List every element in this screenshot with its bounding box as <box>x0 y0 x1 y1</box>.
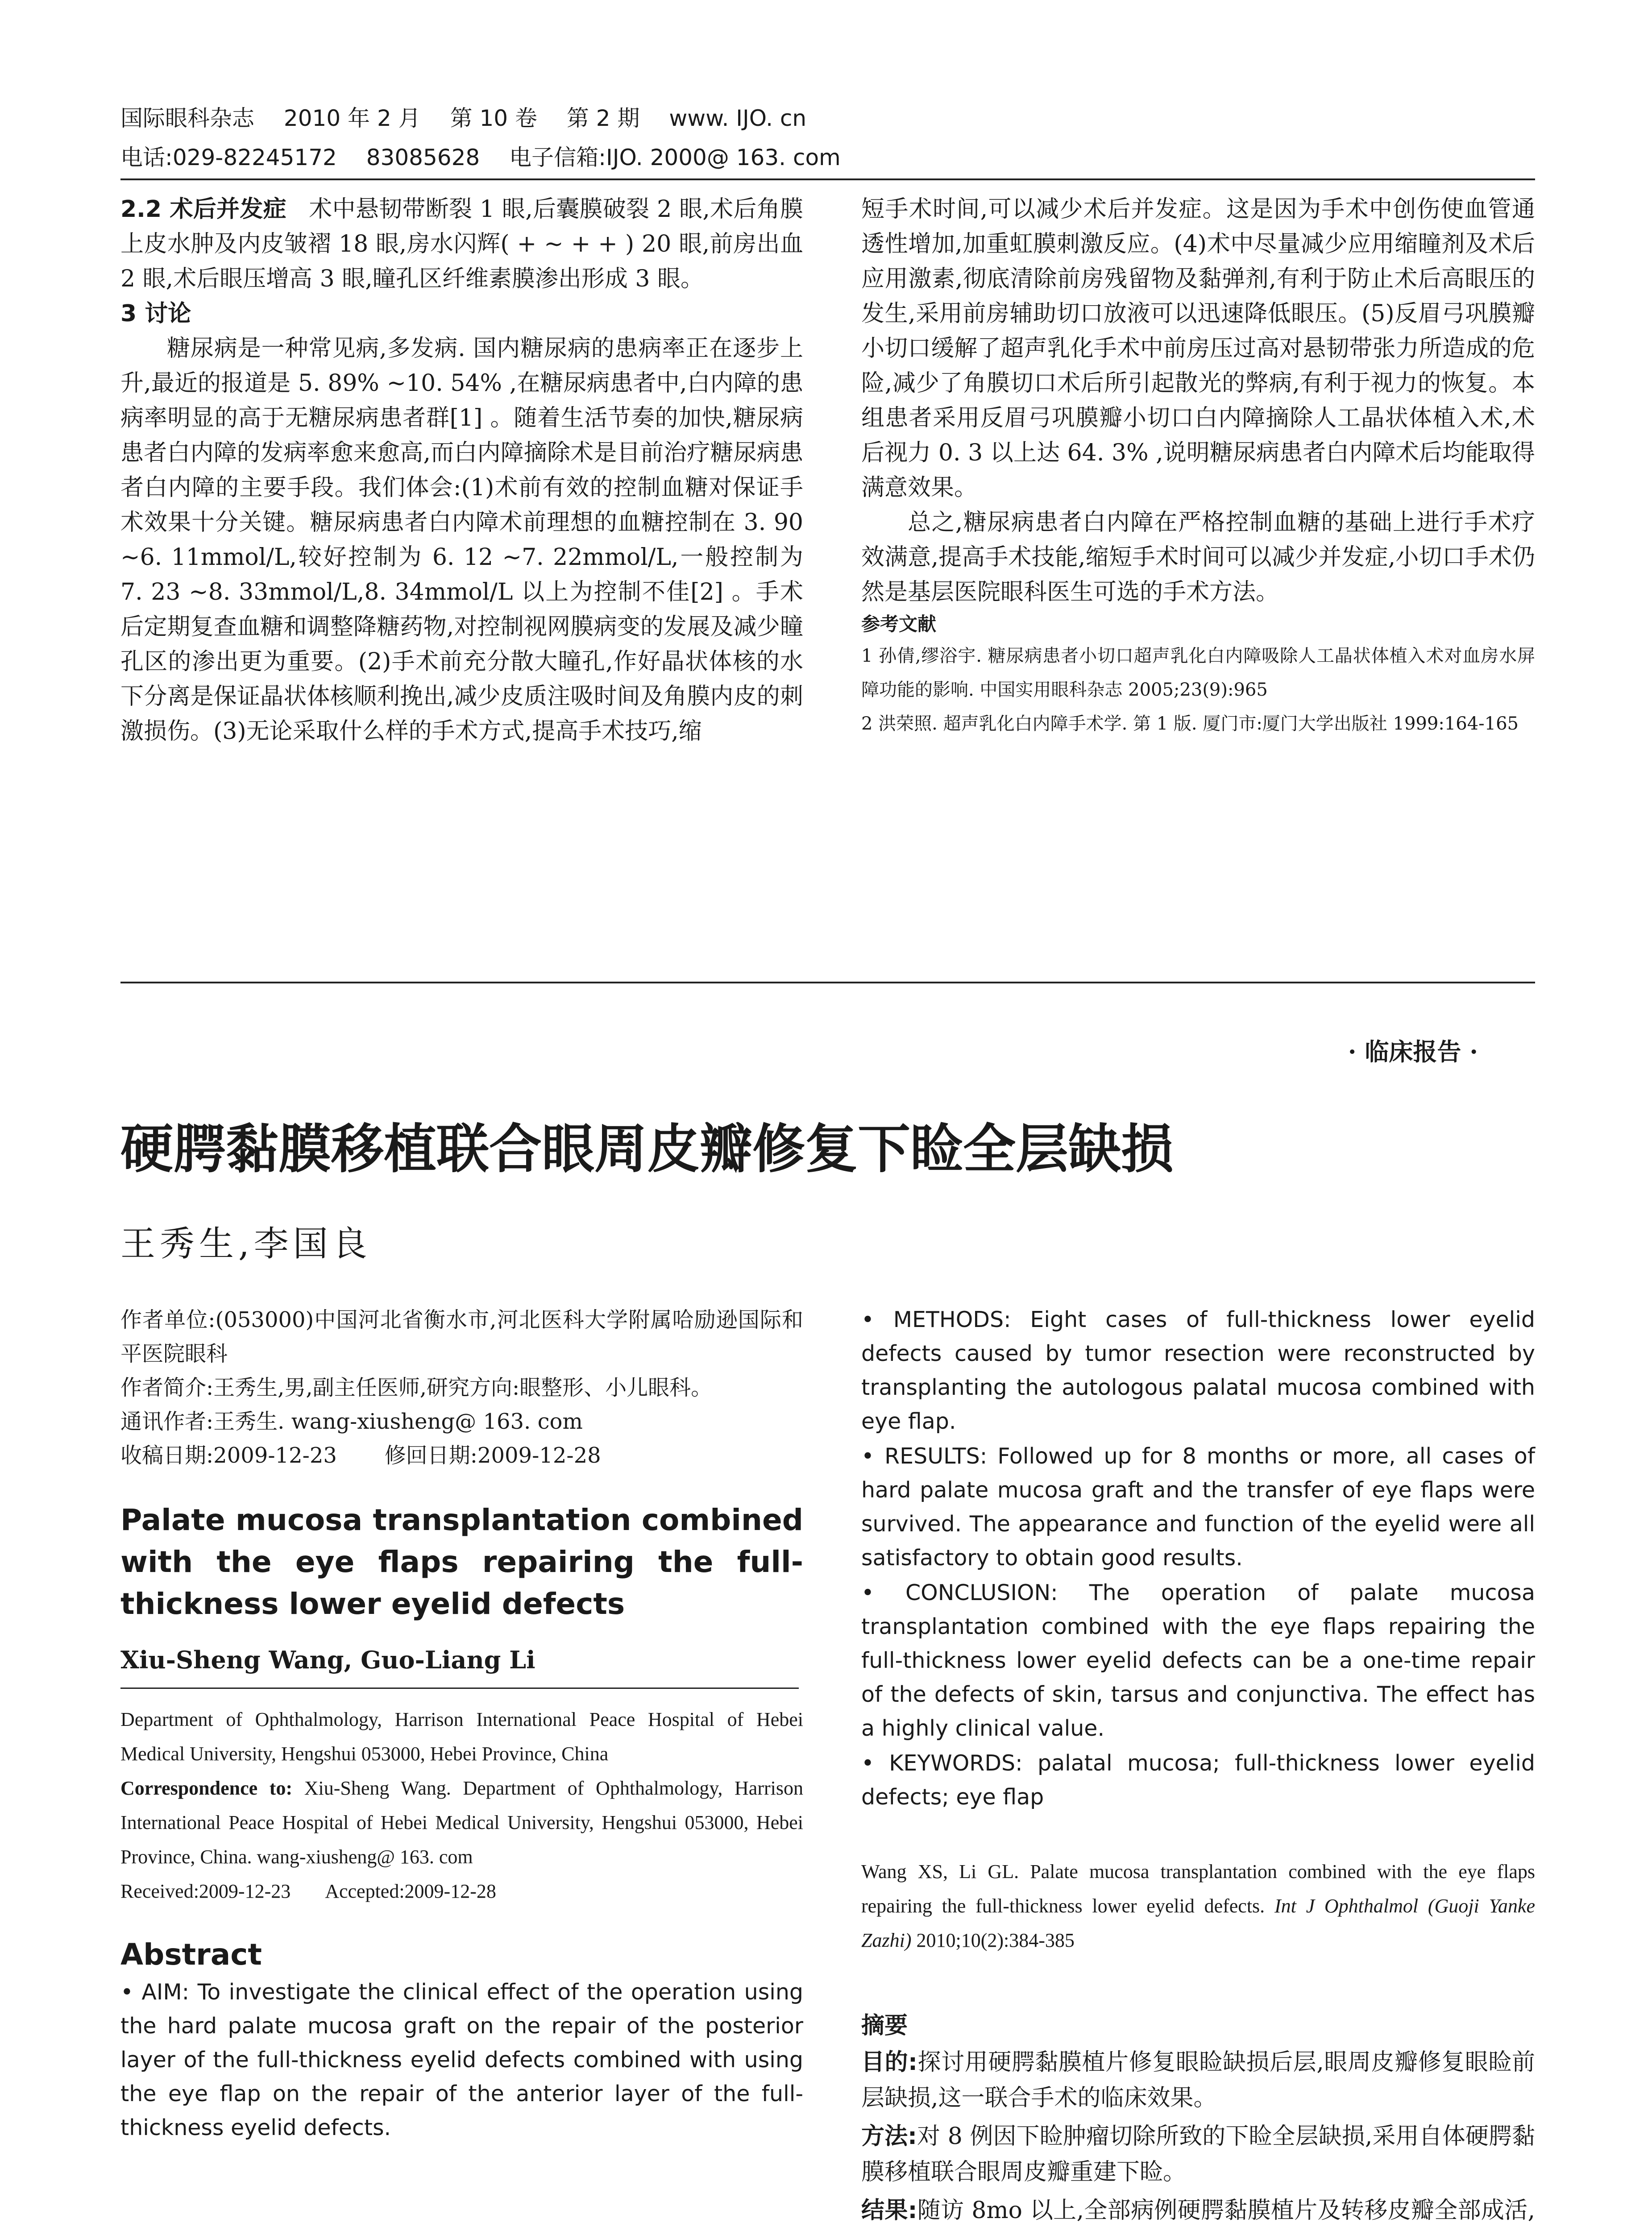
corresponding-author: 通讯作者:王秀生. wang-xiusheng@ 163. com <box>120 1409 583 1434</box>
prev-discussion-heading: 3 讨论 <box>120 300 191 327</box>
citation <box>861 1854 1535 1957</box>
authors-rule <box>120 1688 799 1689</box>
abstract-keywords: • KEYWORDS: palatal mucosa; full-thickness lower eyelid defects; eye flap <box>861 1750 1535 1810</box>
prev-discussion-para: 糖尿病是一种常见病,多发病. 国内糖尿病的患病率正在逐步上升,最近的报道是 5. 89% ~10. 54% ,在糖尿病患者中,白内障的患病率明显的高于无糖尿病患者群[1] 。随着生活节奏的加快,糖尿病患者白内障的发病率愈来愈高,而白内障摘除术是目前治疗糖尿病患者白内障的主要手段。我们体会:(1)术前有效的控制血糖对保证手术效果十分关键。糖尿病患者白内障术前理想的血糖控制在 3. 90 ~6. 11mmol/L,较好控制为 6. 12 ~7. 22mmol/L,一般控制为 7. 23 ~8. 33mmol/L,8. 34mmol/L 以上为控制不佳[2] 。手术后定期复查血糖和调整降糖药物,对控制视网膜病变的发展及减少瞳孔区的渗出更为重要。(2)手术前充分散大瞳孔,作好晶状体核的水下分离是保证晶状体核顺利挽出,减少皮质注吸时间及角膜内皮的刺激损伤。(3)无论采取什么样的手术方式,提高手术技巧,缩 <box>120 335 803 745</box>
phone: 电话:029-82245172 <box>120 145 337 170</box>
abstract-methods: • METHODS: Eight cases of full-thickness lower eyelid defects caused by tumor resection were reconstructed by transplanting the autologous palatal mucosa combined with eye flap. <box>861 1307 1535 1434</box>
dates-en <box>120 1874 803 1908</box>
prev-para-text: 术中悬韧带断裂 1 眼,后囊膜破裂 2 眼,术后角膜上皮水肿及内皮皱褶 18 眼,房水闪辉( + ~ + + ) 20 眼,前房出血 2 眼,术后眼压增高 3 眼,瞳孔区纤维素膜渗出形成 3 眼。 <box>120 196 803 292</box>
prev-right-para-1: 短手术时间,可以减少术后并发症。这是因为手术中创伤使血管通透性增加,加重虹膜刺激反应。(4)术中尽量减少应用缩瞳剂及术后应用激素,彻底清除前房残留物及黏弹剂,有利于防止术后高眼压的发生,采用前房辅助切口放液可以迅速降低眼压。(5)反眉弓巩膜瓣小切口缓解了超声乳化手术中前房压过高对悬韧带张力所造成的危险,减少了角膜切口术后所引起散光的弊病,有利于视力的恢复。本组患者采用反眉弓巩膜瓣小切口白内障摘除人工晶状体植入术,术后视力 0. 3 以上达 64. 3% ,说明糖尿病患者白内障术后均能取得满意效果。 <box>861 196 1535 501</box>
affiliation-en <box>120 1702 803 1908</box>
reference-1: 1 孙倩,缪浴宇. 糖尿病患者小切口超声乳化白内障吸除人工晶状体植入术对血房水屏障功能的影响. 中国实用眼科杂志 2005;23(9):965 <box>861 646 1535 700</box>
abstract-conclusion: • CONCLUSION: The operation of palate mucosa transplantation combined with the eye flaps repairing the full-thickness lower eyelid defects can be a one-time repair of the defects of skin, tarsus and conjunctiva. The effect has a highly clinical value. <box>861 1580 1535 1741</box>
cn-abstract-aim <box>861 2044 1535 2116</box>
cn-abstract-method <box>861 2119 1535 2190</box>
cn-abstract-title: 摘要 <box>861 2012 908 2039</box>
cn-method-text: 对 8 例因下睑肿瘤切除所致的下睑全层缺损,采用自体硬腭黏膜移植联合眼周皮瓣重建下睑。 <box>861 2123 1535 2185</box>
revised-date-cn: 修回日期:2009-12-28 <box>384 1443 601 1468</box>
issue-date: 2010 年 2 月 <box>283 105 421 131</box>
cn-result-text: 随访 8mo 以上,全部病例硬腭黏膜植片及转移皮瓣全部成活, <box>917 2197 1535 2224</box>
prev-results-para <box>120 192 803 296</box>
article-left-column <box>120 1303 803 2145</box>
received-date-cn: 收稿日期:2009-12-23 <box>120 1443 337 1468</box>
volume: 第 10 卷 <box>450 105 537 131</box>
authors-en: Xiu-Sheng Wang, Guo-Liang Li <box>120 1646 535 1674</box>
prev-section-heading: 2.2 术后并发症 <box>120 196 286 223</box>
contact-header <box>120 142 863 173</box>
author-info-cn <box>120 1303 803 1472</box>
prev-right-para-2: 总之,糖尿病患者白内障在严格控制血糖的基础上进行手术疗效满意,提高手术技能,缩短手术时间可以减少并发症,小切口手术仍然是基层医院眼科医生可选的手术方法。 <box>861 509 1535 605</box>
header-rule <box>120 178 1535 180</box>
correspondence-label: Correspondence to: <box>120 1777 293 1799</box>
article-right-column <box>861 1303 1535 2231</box>
abstract-aim: • AIM: To investigate the clinical effect of the operation using the hard palate mucosa graft on the repair of the posterior layer of the full-thickness eyelid defects combined with using the eye flap on the repair of the anterior layer of the full-thickness eyelid defects. <box>120 1979 803 2140</box>
running-header <box>120 103 829 134</box>
phone-2: 83085628 <box>366 145 480 170</box>
article-title-en: Palate mucosa transplantation combined with the eye flaps repairing the full-thickness lower eyelid defects <box>120 1503 803 1621</box>
abstract-results: • RESULTS: Followed up for 8 months or more, all cases of hard palate mucosa graft and the transfer of eye flaps were survived. The appearance and function of the eyelid were all satisfactory to obtain good results. <box>861 1443 1535 1571</box>
cn-result-label: 结果: <box>861 2197 917 2224</box>
cn-aim-text: 探讨用硬腭黏膜植片修复眼睑缺损后层,眼周皮瓣修复眼睑前层缺损,这一联合手术的临床效果。 <box>861 2049 1536 2111</box>
author-bio: 作者简介:王秀生,男,副主任医师,研究方向:眼整形、小儿眼科。 <box>120 1375 713 1400</box>
issue-number: 第 2 期 <box>566 105 640 131</box>
cn-method-label: 方法: <box>861 2123 917 2150</box>
affiliation-text: Department of Ophthalmology, Harrison International Peace Hospital of Hebei Medical University, Hengshui 053000, Hebei Province, China <box>120 1708 803 1765</box>
correspondence-text: Xiu-Sheng Wang. Department of Ophthalmology, Harrison International Peace Hospital of Hebei Medical University, Hengshui 053000, Hebei Province, China. wang-xiusheng@ 163. com <box>120 1777 803 1868</box>
authors-cn: 王秀生,李国良 <box>120 1224 372 1264</box>
references-title: 参考文献 <box>861 613 937 635</box>
abstract-title: Abstract <box>120 1937 262 1972</box>
prev-article-right-column <box>861 192 1535 741</box>
email: 电子信箱:IJO. 2000@ 163. com <box>509 145 841 170</box>
reference-2: 2 洪荣照. 超声乳化白内障手术学. 第 1 版. 厦门市:厦门大学出版社 1999:164-165 <box>861 713 1519 734</box>
article-title-cn: 硬腭黏膜移植联合眼周皮瓣修复下睑全层缺损 <box>120 1118 1174 1180</box>
section-divider <box>120 982 1535 983</box>
abstract-en-body <box>861 1303 1535 1814</box>
journal-name: 国际眼科杂志 <box>120 105 254 131</box>
correspondence <box>120 1771 803 1874</box>
dates-cn <box>120 1439 803 1472</box>
cn-aim-label: 目的: <box>861 2049 917 2076</box>
citation-volume: 2010;10(2):384-385 <box>911 1929 1075 1951</box>
section-tag: · 临床报告 · <box>1348 1037 1478 1066</box>
prev-article-left-column <box>120 192 803 749</box>
accepted-date-en: Accepted:2009-12-28 <box>325 1880 496 1902</box>
citation-text: Wang XS, Li GL. Palate mucosa transplantation combined with the eye flaps repairing the full-thickness lower eyelid defects. <box>861 1861 1535 1917</box>
received-date-en: Received:2009-12-23 <box>120 1880 291 1902</box>
author-unit: 作者单位:(053000)中国河北省衡水市,河北医科大学附属哈励逊国际和平医院眼科 <box>120 1307 803 1366</box>
website: www. IJO. cn <box>669 105 807 131</box>
citation-journal: Int J Ophthalmol (Guoji Yanke Zazhi) <box>861 1895 1535 1951</box>
cn-abstract-result <box>861 2193 1535 2231</box>
cn-abstract-body <box>861 2044 1535 2231</box>
